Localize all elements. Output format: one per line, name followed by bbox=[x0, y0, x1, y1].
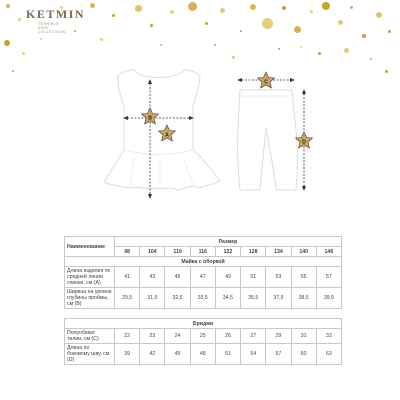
size-cell: 140 bbox=[291, 247, 316, 257]
value-cell: 48 bbox=[190, 344, 215, 365]
value-cell: 23 bbox=[140, 329, 165, 344]
value-cell: 35,5 bbox=[241, 288, 266, 309]
marker-label-d: D bbox=[302, 139, 306, 146]
value-cell: 41 bbox=[115, 267, 140, 288]
value-cell: 63 bbox=[316, 344, 341, 365]
section-title-top: Майка с оборкой bbox=[65, 257, 342, 267]
value-cell: 29 bbox=[266, 329, 291, 344]
table-row bbox=[65, 329, 342, 344]
row-label: Ширина на уровне глубины проймы, см (В) bbox=[65, 288, 115, 309]
value-cell: 57 bbox=[316, 267, 341, 288]
value-cell: 43 bbox=[140, 267, 165, 288]
value-cell: 34,5 bbox=[215, 288, 240, 309]
size-cell: 146 bbox=[316, 247, 341, 257]
size-cell: 122 bbox=[215, 247, 240, 257]
value-cell: 39 bbox=[115, 344, 140, 365]
name-header: Наименование bbox=[65, 237, 115, 257]
value-cell: 55 bbox=[291, 267, 316, 288]
value-cell: 33,5 bbox=[190, 288, 215, 309]
value-cell: 45 bbox=[165, 267, 190, 288]
value-cell: 38,5 bbox=[291, 288, 316, 309]
breeches-illustration bbox=[237, 78, 306, 191]
value-cell: 33 bbox=[316, 329, 341, 344]
value-cell: 45 bbox=[165, 344, 190, 365]
row-label: Длина по боковому шву, см (D) bbox=[65, 344, 115, 365]
value-cell: 53 bbox=[266, 267, 291, 288]
value-cell: 57 bbox=[266, 344, 291, 365]
value-cell: 47 bbox=[190, 267, 215, 288]
row-label: Полуобхват талии, см (С) bbox=[65, 329, 115, 344]
size-cell: 128 bbox=[241, 247, 266, 257]
table-row bbox=[65, 344, 342, 365]
value-cell: 31,5 bbox=[140, 288, 165, 309]
value-cell: 51 bbox=[241, 267, 266, 288]
value-cell: 42 bbox=[140, 344, 165, 365]
brand-logo-text: KETMIN bbox=[26, 7, 86, 21]
section-title-breeches: Бриджи bbox=[65, 319, 342, 329]
star-badge-icon bbox=[258, 72, 275, 88]
value-cell: 39,5 bbox=[316, 288, 341, 309]
row-label: Длина изделия по средней линии спинки, см (А) bbox=[65, 267, 115, 288]
table-row bbox=[65, 267, 342, 288]
value-cell: 32,5 bbox=[165, 288, 190, 309]
size-cell: 104 bbox=[140, 247, 165, 257]
marker-label-a: A bbox=[165, 132, 169, 139]
value-cell: 54 bbox=[241, 344, 266, 365]
size-header: Размер bbox=[115, 237, 342, 247]
brand-tagline: TERRIBLE KIDS COLLECTION bbox=[38, 22, 66, 34]
size-cell: 98 bbox=[115, 247, 140, 257]
size-table-top bbox=[64, 236, 342, 309]
star-badge-icon bbox=[296, 132, 313, 148]
size-cell: 110 bbox=[165, 247, 190, 257]
marker-label-b: B bbox=[148, 115, 152, 122]
value-cell: 25 bbox=[190, 329, 215, 344]
size-cell: 134 bbox=[266, 247, 291, 257]
marker-label-c: C bbox=[264, 79, 268, 86]
table-row bbox=[65, 288, 342, 309]
value-cell: 49 bbox=[215, 267, 240, 288]
value-cell: 22 bbox=[115, 329, 140, 344]
size-table-breeches bbox=[64, 318, 342, 365]
value-cell: 24 bbox=[165, 329, 190, 344]
value-cell: 29,5 bbox=[115, 288, 140, 309]
value-cell: 51 bbox=[215, 344, 240, 365]
value-cell: 27 bbox=[241, 329, 266, 344]
value-cell: 37,5 bbox=[266, 288, 291, 309]
value-cell: 31 bbox=[291, 329, 316, 344]
value-cell: 26 bbox=[215, 329, 240, 344]
size-cell: 116 bbox=[190, 247, 215, 257]
value-cell: 60 bbox=[291, 344, 316, 365]
